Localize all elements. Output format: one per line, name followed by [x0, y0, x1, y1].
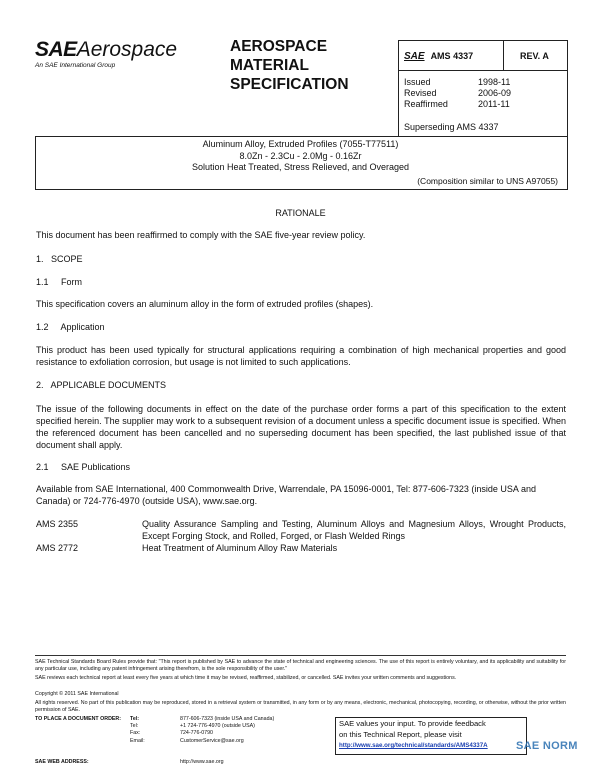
reference-desc: Quality Assurance Sampling and Testing, Aluminum Alloys and Magnesium Alloys, Wrought Products, Except Forging Stock, and Rolled, Forged, or Flash Welded Rings [142, 519, 566, 541]
sae-norm-watermark [516, 740, 578, 752]
contact-value: +1 724-776-4970 (outside USA) [180, 723, 255, 730]
box-hline [398, 70, 568, 71]
doc-number-text: AMS 4337 [430, 51, 474, 61]
section-2-1-heading: 2.1 SAE Publications [36, 462, 131, 472]
contact-row [130, 738, 274, 745]
rationale-title: RATIONALE [275, 208, 326, 218]
section-1-2-text: This product has been used typically for structural applications requiring a combination of high mechanical properties and good resistance to exfoliation corrosion, but usage is not limited to such applications. [36, 345, 566, 367]
date-row-reaffirmed [404, 99, 511, 110]
contact-value[interactable]: CustomerService@sae.org [180, 737, 244, 744]
web-value[interactable]: http://www.sae.org [180, 759, 224, 765]
logo-aerospace: Aerospace [76, 38, 178, 61]
reference-row [36, 518, 566, 542]
feedback-text [339, 719, 525, 752]
date-value: 2006-09 [478, 88, 512, 98]
section-1-1-heading: 1.1 Form [36, 277, 83, 287]
date-label: Revised [404, 88, 437, 98]
contact-key: Fax: [130, 730, 141, 737]
spec-title-line: SPECIFICATION [230, 76, 349, 93]
date-row-revised [404, 88, 511, 99]
subject-line4: (Composition similar to UNS A97055) [417, 176, 558, 186]
reference-id: AMS 2772 [36, 543, 79, 553]
footer-rights: All rights reserved. No part of this publication may be reproduced, stored in a retrieval system or transmitted, in any form or by any means, electronic, mechanical, photocopying, recording, or otherwise, without the prior written permission of SAE. [35, 700, 566, 714]
order-label: TO PLACE A DOCUMENT ORDER: [35, 716, 122, 722]
spec-title-line: AEROSPACE [230, 38, 328, 55]
section-1-1-text: This specification covers an aluminum alloy in the form of extruded profiles (shapes). [36, 299, 374, 309]
section-2-text: The issue of the following documents in effect on the date of the purchase order forms a part of this specification to the extent specified herein. The supplier may work to a subsequent revision of a document unless a specific document issue is specified. When the referenced document has been cancelled and no superseding document has been specified, the last published issue of that document shall apply. [36, 404, 566, 450]
revision: REV. A [520, 51, 549, 61]
date-label: Reaffirmed [404, 99, 448, 109]
watermark-text: SAE NORM [516, 740, 578, 752]
subject-line3: Solution Heat Treated, Stress Relieved, and Overaged [191, 162, 410, 172]
reference-row [36, 542, 566, 554]
logo-subtitle: An SAE International Group [35, 62, 116, 69]
order-contacts [130, 716, 274, 745]
box-vline [503, 40, 504, 70]
reference-id: AMS 2355 [36, 519, 79, 529]
reference-list [36, 518, 566, 554]
subject-line2: 8.0Zn - 2.3Cu - 2.0Mg - 0.16Zr [239, 150, 362, 161]
footer-rule [35, 655, 566, 656]
web-label: SAE WEB ADDRESS: [35, 759, 89, 765]
contact-row [130, 716, 274, 723]
doc-number [404, 50, 473, 62]
footer-disclaimer: SAE Technical Standards Board Rules provide that: "This report is published by SAE to advance the state of technical and engineering sciences. The use of this report is entirely voluntary, and its applicability and suitability for any particular use, including any patent infringement arising therefrom, is the sole responsibility of the user." [35, 659, 566, 673]
section-2-heading: 2. APPLICABLE DOCUMENTS [36, 380, 167, 390]
date-value: 2011-11 [478, 99, 510, 109]
contact-value: 724-776-0790 [180, 730, 213, 737]
subject-text [35, 139, 566, 174]
contact-key: Tel: [130, 723, 139, 730]
contact-row [130, 730, 274, 737]
date-row-issued [404, 77, 511, 88]
spec-title [230, 37, 390, 94]
footer-review-note: SAE reviews each technical report at least every five years at which time it may be revised, reaffirmed, stabilized, or cancelled. SAE invites your written comments and suggestions. [35, 675, 457, 681]
dates-table [404, 77, 511, 110]
footer-copyright: Copyright © 2011 SAE International [35, 691, 119, 697]
reference-desc: Heat Treatment of Aluminum Alloy Raw Materials [142, 543, 338, 553]
feedback-line: on this Technical Report, please visit [339, 729, 462, 739]
feedback-link[interactable]: http://www.sae.org/technical/standards/AMS4337A [339, 742, 488, 749]
contact-row [130, 723, 274, 730]
date-value: 1998-11 [478, 77, 511, 87]
section-1-2-heading: 1.2 Application [36, 322, 105, 332]
feedback-line: SAE values your input. To provide feedback [339, 719, 486, 728]
contact-key: Email: [130, 737, 145, 744]
section-2-1-text: Available from SAE International, 400 Commonwealth Drive, Warrendale, PA 15096-0001, Tel: 877-606-7323 (inside USA and Canada) or 724-776-4970 (outside USA), www.sae.org. [36, 484, 536, 506]
date-label: Issued [404, 77, 431, 87]
sae-small-logo: SAE [404, 50, 425, 62]
contact-key: Tel: [130, 716, 140, 722]
rationale-text: This document has been reaffirmed to comply with the SAE five-year review policy. [36, 230, 366, 240]
superseding: Superseding AMS 4337 [404, 122, 499, 132]
section-1-heading: 1. SCOPE [36, 254, 83, 264]
spec-title-line: MATERIAL [230, 57, 309, 74]
contact-value: 877-606-7323 (inside USA and Canada) [180, 716, 275, 722]
subject-line1: Aluminum Alloy, Extruded Profiles (7055-T77511) [202, 139, 399, 149]
logo-sae: SAE [35, 38, 77, 61]
